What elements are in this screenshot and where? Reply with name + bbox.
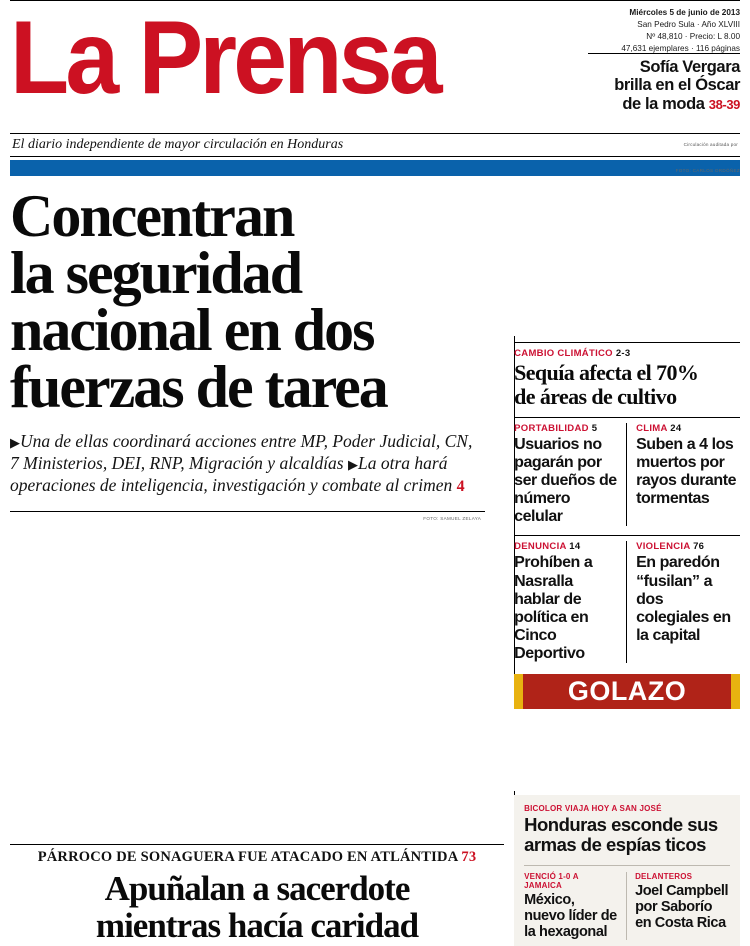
audit-note: Circulación auditada por bbox=[683, 142, 738, 147]
title-bicolor: Honduras esconde sus armas de espías ticos bbox=[524, 813, 718, 856]
title-delanteros: Joel Campbell por Saborío en Costa Rica bbox=[635, 882, 729, 932]
kicker-delanteros: DELANTEROS bbox=[635, 871, 693, 881]
promo-line-3: de la moda bbox=[622, 94, 705, 113]
main-story-page: 4 bbox=[456, 478, 465, 496]
deck-bullet-2: ▶ bbox=[348, 457, 358, 473]
headline-parroco: Apuñalan a sacerdote mientras hacía caridad bbox=[95, 869, 419, 946]
page-clima: 24 bbox=[670, 423, 682, 435]
main-deck bbox=[10, 430, 485, 498]
kicker-mexico: VENCIÓ 1-0 A JAMAICA bbox=[524, 871, 579, 890]
right-column bbox=[514, 168, 740, 941]
story-parroco[interactable] bbox=[10, 844, 504, 944]
main-headline-line-2: la seguridad bbox=[10, 240, 302, 306]
deck-text-2: La otra hará operaciones de inteligencia, investigación y combate al crimen bbox=[10, 453, 453, 496]
promo-line-1: Sofía Vergara bbox=[639, 58, 740, 76]
story-clima[interactable] bbox=[627, 423, 740, 526]
page-cambio-climatico: 2-3 bbox=[615, 348, 631, 359]
blue-rule-bar bbox=[10, 160, 740, 176]
sports-section bbox=[514, 795, 740, 946]
story-bicolor[interactable] bbox=[524, 804, 730, 856]
kicker-cambio-climatico: CAMBIO CLIMÁTICO 2-3 bbox=[514, 348, 631, 359]
briefs-row-1 bbox=[514, 417, 740, 526]
newspaper-logo[interactable]: La Prensa bbox=[10, 0, 439, 116]
kicker-denuncia: DENUNCIA 14 bbox=[514, 541, 581, 553]
kicker-portabilidad: PORTABILIDAD 5 bbox=[514, 423, 598, 435]
kicker-bicolor: BICOLOR VIAJA HOY A SAN JOSÉ bbox=[524, 803, 662, 813]
story-cambio-climatico[interactable] bbox=[514, 342, 740, 408]
main-story-rule bbox=[10, 511, 485, 512]
story-portabilidad[interactable] bbox=[514, 423, 627, 526]
masthead bbox=[10, 0, 740, 132]
edition-city: San Pedro Sula · Año XLVIII bbox=[637, 19, 740, 29]
page-violencia: 76 bbox=[693, 541, 705, 553]
page-portabilidad: 5 bbox=[591, 423, 598, 435]
main-headline-line-3: nacional en dos bbox=[10, 297, 374, 363]
promo-sofia-vergara[interactable] bbox=[588, 53, 740, 113]
deck-text-1: Una de ellas coordinará acciones entre MP, Poder Judicial, CN, 7 Ministerios, DEI, RNP, Migración y alcaldías bbox=[10, 431, 473, 474]
edition-number: Nº 48,810 · Precio: L 8.00 bbox=[646, 31, 740, 41]
sports-briefs-row bbox=[524, 865, 730, 941]
page-parroco: 73 bbox=[461, 849, 477, 865]
title-cambio-climatico: Sequía afecta el 70% de áreas de cultivo bbox=[514, 360, 699, 409]
title-clima: Suben a 4 los muertos por rayos durante tormentas bbox=[636, 436, 737, 508]
main-headline bbox=[10, 183, 485, 420]
right-photo bbox=[514, 184, 740, 336]
sports-photo bbox=[514, 709, 740, 791]
right-photo-credit: FOTO: CARLOS ORDÓÑEZ bbox=[675, 168, 740, 173]
briefs-row-2 bbox=[514, 535, 740, 662]
deck-bullet-1: ▶ bbox=[10, 435, 20, 450]
main-headline-line-1: Concentran bbox=[10, 183, 294, 249]
tagline: El diario independiente de mayor circulación en Honduras bbox=[12, 137, 344, 152]
title-mexico: México, nuevo líder de la hexagonal bbox=[524, 891, 617, 941]
main-photo-credit: FOTO: SAMUEL ZELAYA bbox=[423, 515, 482, 521]
story-violencia[interactable] bbox=[627, 541, 740, 662]
kicker-parroco: PÁRROCO DE SONAGUERA FUE ATACADO EN ATLÁNTIDA 73 bbox=[10, 844, 504, 866]
story-mexico[interactable] bbox=[524, 872, 627, 941]
edition-date: Miércoles 5 de junio de 2013 bbox=[629, 8, 740, 17]
kicker-violencia: VIOLENCIA 76 bbox=[636, 541, 705, 553]
promo-pages: 38-39 bbox=[708, 96, 740, 112]
main-story[interactable] bbox=[10, 184, 495, 816]
golazo-label: GOLAZO bbox=[567, 675, 687, 706]
page-denuncia: 14 bbox=[569, 541, 581, 553]
kicker-clima: CLIMA 24 bbox=[636, 423, 682, 435]
tagline-row bbox=[10, 133, 740, 157]
main-headline-line-4: fuerzas de tarea bbox=[10, 354, 387, 420]
promo-line-2: brilla en el Óscar bbox=[614, 76, 740, 95]
title-portabilidad: Usuarios no pagarán por ser dueños de número celular bbox=[514, 436, 617, 526]
golazo-banner[interactable] bbox=[514, 674, 740, 709]
story-delanteros[interactable] bbox=[627, 872, 730, 941]
edition-circulation: 47,631 ejemplares · 116 páginas bbox=[621, 43, 740, 53]
edition-info bbox=[621, 7, 740, 55]
story-denuncia[interactable] bbox=[514, 541, 627, 662]
title-violencia: En paredón “fusilan” a dos colegiales en la capital bbox=[636, 554, 731, 644]
title-denuncia: Prohíben a Nasralla hablar de política en Cinco Deportivo bbox=[514, 554, 593, 662]
